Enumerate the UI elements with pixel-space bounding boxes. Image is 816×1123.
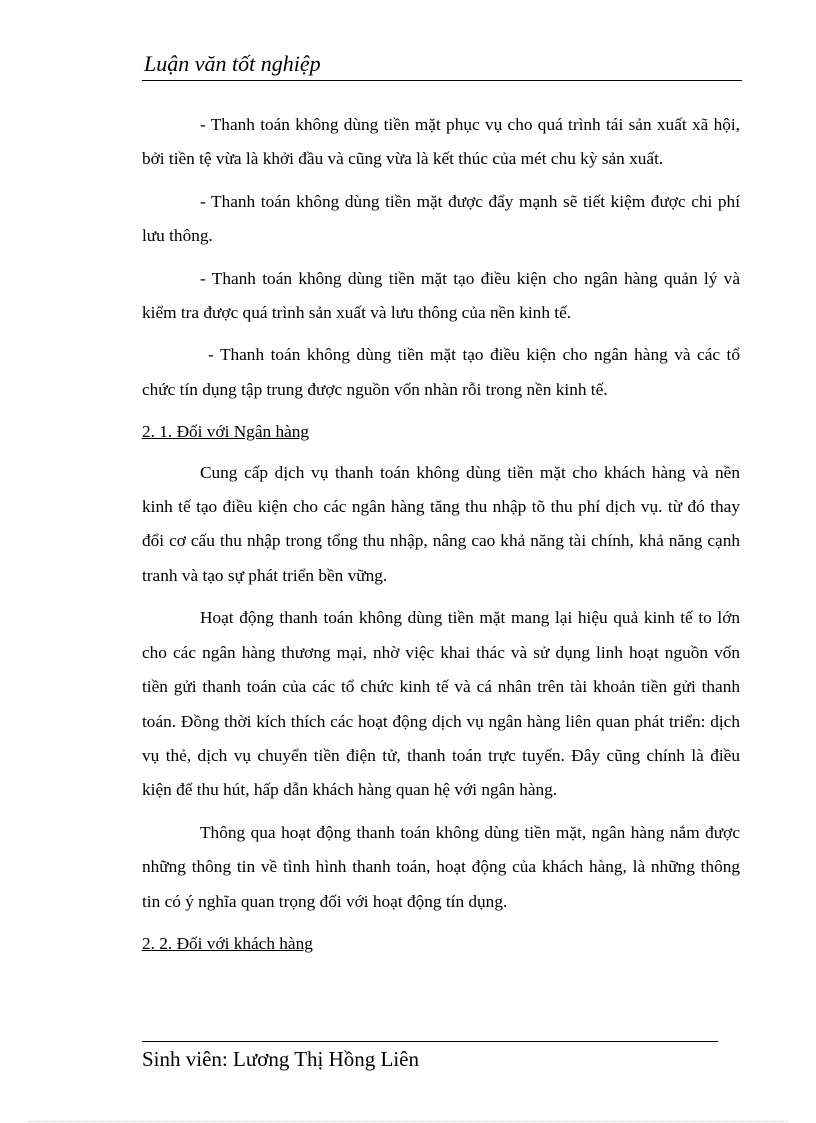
paragraph-bank-information: Thông qua hoạt động thanh toán không dùng tiền mặt, ngân hàng nắm được những thông tin về tình hình thanh toán, hoạt động của khách hàng, là những thông tin có ý nghĩa quan trọng đối với hoạt động tín dụng.: [142, 822, 740, 911]
paragraph-cashless-circulation-cost: - Thanh toán không dùng tiền mặt được đẩy mạnh sẽ tiết kiệm được chi phí lưu thông.: [142, 191, 740, 246]
page-edge-divider: [28, 1121, 788, 1122]
section-heading-bank: 2. 1. Đối với Ngân hàng: [142, 422, 310, 442]
footer-divider: [142, 1041, 718, 1042]
student-name: Sinh viên: Lương Thị Hồng Liên: [142, 1047, 419, 1071]
paragraph-cashless-reproduction: - Thanh toán không dùng tiền mặt phục vụ cho quá trình tái sản xuất xã hội, bởi tiền tệ vừa là khởi đầu và cũng vừa là kết thúc của mét chu kỳ sản xuất.: [142, 115, 740, 169]
section-heading-customer: 2. 2. Đối với khách hàng: [142, 933, 313, 953]
page-header: [142, 50, 742, 81]
page-body: [142, 108, 740, 967]
paragraph-bank-efficiency: Hoạt động thanh toán không dùng tiền mặt mang lại hiệu quả kinh tế to lớn cho các ngân hàng thương mại, nhờ việc khai thác và sử dụng linh hoạt nguồn vốn tiền gửi thanh toán của các tổ chức kinh tế và cá nhân trên tài khoản tiền gửi thanh toán. Đồng thời kích thích các hoạt động dịch vụ ngân hàng liên quan phát triển: dịch vụ thẻ, dịch vụ chuyển tiền điện tử, thanh toán trực tuyến. Đây cũng chính là điều kiện để thu hút, hấp dẫn khách hàng quan hệ với ngân hàng.: [142, 608, 740, 800]
paragraph-cashless-bank-control: - Thanh toán không dùng tiền mặt tạo điều kiện cho ngân hàng quản lý và kiểm tra được quá trình sản xuất và lưu thông của nền kinh tế.: [142, 268, 740, 323]
paragraph-bank-services: Cung cấp dịch vụ thanh toán không dùng tiền mặt cho khách hàng và nền kinh tế tạo điều kiện cho các ngân hàng tăng thu nhập tõ thu phí dịch vụ. từ đó thay đổi cơ cấu thu nhập trong tổng thu nhập, nâng cao khả năng tài chính, khả năng cạnh tranh và tạo sự phát triển bền vững.: [142, 462, 740, 585]
document-title: Luận văn tốt nghiệp: [144, 51, 321, 76]
paragraph-cashless-idle-capital: - Thanh toán không dùng tiền mặt tạo điều kiện cho ngân hàng và các tổ chức tín dụng tập trung được nguồn vốn nhàn rỗi trong nền kinh tế.: [142, 345, 740, 399]
